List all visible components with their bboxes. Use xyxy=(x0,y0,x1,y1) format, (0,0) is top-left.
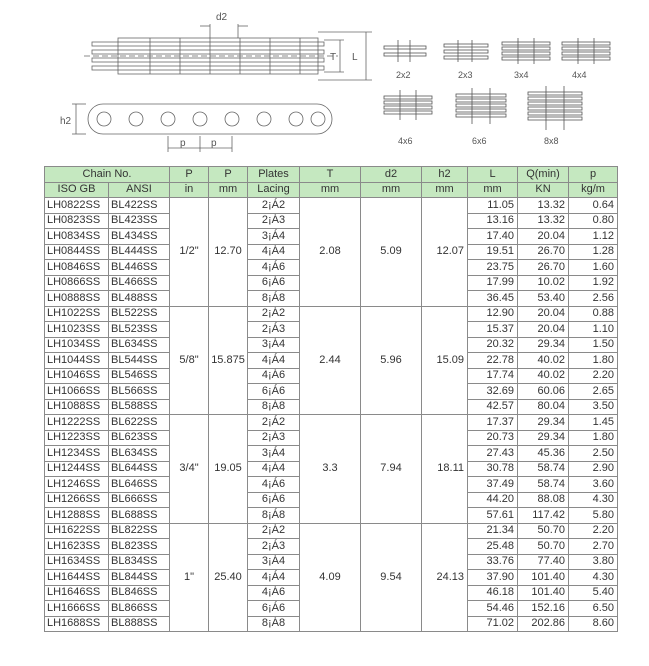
iso-gb-code: LH1634SS xyxy=(45,554,109,570)
t-value: 3.3 xyxy=(300,415,361,524)
q-min-value: 58.74 xyxy=(518,477,569,493)
weight-value: 5.80 xyxy=(569,508,618,524)
pitch-mm: 15.875 xyxy=(209,306,248,415)
table-row xyxy=(45,523,618,539)
ansi-code: BL646SS xyxy=(109,477,170,493)
ansi-code: BL846SS xyxy=(109,585,170,601)
chain-side-view xyxy=(72,104,332,152)
plates-lacing: 2¡Á2 xyxy=(248,198,300,214)
weight-value: 2.90 xyxy=(569,461,618,477)
plates-lacing: 3¡Á4 xyxy=(248,554,300,570)
l-value: 17.37 xyxy=(468,415,518,431)
q-min-value: 50.70 xyxy=(518,523,569,539)
l-value: 17.74 xyxy=(468,368,518,384)
ansi-code: BL544SS xyxy=(109,353,170,369)
q-min-value: 13.32 xyxy=(518,198,569,214)
iso-gb-code: LH1222SS xyxy=(45,415,109,431)
pitch-in: 3/4" xyxy=(170,415,209,524)
weight-value: 1.50 xyxy=(569,337,618,353)
l-value: 22.78 xyxy=(468,353,518,369)
ansi-code: BL588SS xyxy=(109,399,170,415)
plates-lacing: 4¡Á4 xyxy=(248,570,300,586)
h2-value: 24.13 xyxy=(422,523,468,632)
d2-value: 5.09 xyxy=(361,198,422,307)
l-value: 12.90 xyxy=(468,306,518,322)
table-row xyxy=(45,198,618,214)
plates-lacing: 3¡Á4 xyxy=(248,229,300,245)
weight-value: 1.80 xyxy=(569,430,618,446)
plates-lacing: 4¡Á6 xyxy=(248,260,300,276)
iso-gb-code: LH1266SS xyxy=(45,492,109,508)
pitch-in: 1/2" xyxy=(170,198,209,307)
lacing-label-2x3: 2x3 xyxy=(458,70,473,80)
d2-value: 5.96 xyxy=(361,306,422,415)
ansi-code: BL488SS xyxy=(109,291,170,307)
l-value: 27.43 xyxy=(468,446,518,462)
label-d2: d2 xyxy=(216,12,228,23)
l-value: 32.69 xyxy=(468,384,518,400)
ansi-code: BL822SS xyxy=(109,523,170,539)
header-unit-l: mm xyxy=(468,182,518,198)
plates-lacing: 4¡Á4 xyxy=(248,244,300,260)
iso-gb-code: LH1644SS xyxy=(45,570,109,586)
iso-gb-code: LH0844SS xyxy=(45,244,109,260)
header-iso-gb: ISO GB xyxy=(45,182,109,198)
table-row xyxy=(45,306,618,322)
weight-value: 0.64 xyxy=(569,198,618,214)
iso-gb-code: LH1666SS xyxy=(45,601,109,617)
label-L: L xyxy=(352,52,358,63)
weight-value: 0.80 xyxy=(569,213,618,229)
pitch-mm: 25.40 xyxy=(209,523,248,632)
lacing-8x8 xyxy=(528,86,582,130)
iso-gb-code: LH0822SS xyxy=(45,198,109,214)
l-value: 13.16 xyxy=(468,213,518,229)
ansi-code: BL623SS xyxy=(109,430,170,446)
d2-value: 7.94 xyxy=(361,415,422,524)
weight-value: 3.80 xyxy=(569,554,618,570)
q-min-value: 152.16 xyxy=(518,601,569,617)
table-row xyxy=(45,415,618,431)
lacing-4x6 xyxy=(384,90,432,120)
t-value: 4.09 xyxy=(300,523,361,632)
plates-lacing: 6¡Á6 xyxy=(248,492,300,508)
lacing-label-4x4: 4x4 xyxy=(572,70,587,80)
header-pitch-in: P xyxy=(170,167,209,183)
t-value: 2.44 xyxy=(300,306,361,415)
iso-gb-code: LH1223SS xyxy=(45,430,109,446)
header-l: L xyxy=(468,167,518,183)
header-lacing: Lacing xyxy=(248,182,300,198)
plates-lacing: 8¡Á8 xyxy=(248,399,300,415)
header-unit-t: mm xyxy=(300,182,361,198)
header-unit-in: in xyxy=(170,182,209,198)
ansi-code: BL434SS xyxy=(109,229,170,245)
weight-value: 1.28 xyxy=(569,244,618,260)
header-unit-kn: KN xyxy=(518,182,569,198)
lacing-6x6 xyxy=(456,88,506,124)
q-min-value: 26.70 xyxy=(518,244,569,260)
header-d2: d2 xyxy=(361,167,422,183)
ansi-code: BL866SS xyxy=(109,601,170,617)
plates-lacing: 8¡Á8 xyxy=(248,508,300,524)
q-min-value: 20.04 xyxy=(518,306,569,322)
plates-lacing: 2¡Á3 xyxy=(248,213,300,229)
ansi-code: BL422SS xyxy=(109,198,170,214)
lacing-3x4 xyxy=(502,38,550,64)
plates-lacing: 2¡Á2 xyxy=(248,306,300,322)
ansi-code: BL823SS xyxy=(109,539,170,555)
weight-value: 1.10 xyxy=(569,322,618,338)
l-value: 20.73 xyxy=(468,430,518,446)
iso-gb-code: LH0866SS xyxy=(45,275,109,291)
lacing-2x3 xyxy=(444,40,488,62)
ansi-code: BL546SS xyxy=(109,368,170,384)
ansi-code: BL523SS xyxy=(109,322,170,338)
ansi-code: BL834SS xyxy=(109,554,170,570)
ansi-code: BL644SS xyxy=(109,461,170,477)
ansi-code: BL688SS xyxy=(109,508,170,524)
l-value: 37.49 xyxy=(468,477,518,493)
q-min-value: 29.34 xyxy=(518,430,569,446)
plates-lacing: 3¡Á4 xyxy=(248,446,300,462)
header-unit-h2: mm xyxy=(422,182,468,198)
q-min-value: 80.04 xyxy=(518,399,569,415)
lacing-label-2x2: 2x2 xyxy=(396,70,411,80)
l-value: 17.40 xyxy=(468,229,518,245)
iso-gb-code: LH1688SS xyxy=(45,616,109,632)
l-value: 17.99 xyxy=(468,275,518,291)
l-value: 46.18 xyxy=(468,585,518,601)
iso-gb-code: LH1246SS xyxy=(45,477,109,493)
ansi-code: BL622SS xyxy=(109,415,170,431)
q-min-value: 50.70 xyxy=(518,539,569,555)
q-min-value: 45.36 xyxy=(518,446,569,462)
weight-value: 2.56 xyxy=(569,291,618,307)
t-value: 2.08 xyxy=(300,198,361,307)
chain-spec-table xyxy=(44,166,618,632)
ansi-code: BL634SS xyxy=(109,446,170,462)
q-min-value: 13.32 xyxy=(518,213,569,229)
ansi-code: BL888SS xyxy=(109,616,170,632)
l-value: 57.61 xyxy=(468,508,518,524)
header-chain-no: Chain No. xyxy=(45,167,170,183)
ansi-code: BL666SS xyxy=(109,492,170,508)
plates-lacing: 8¡Á8 xyxy=(248,291,300,307)
ansi-code: BL634SS xyxy=(109,337,170,353)
l-value: 21.34 xyxy=(468,523,518,539)
header-row-1 xyxy=(45,167,618,183)
plates-lacing: 4¡Á6 xyxy=(248,368,300,384)
iso-gb-code: LH1234SS xyxy=(45,446,109,462)
q-min-value: 101.40 xyxy=(518,570,569,586)
q-min-value: 77.40 xyxy=(518,554,569,570)
plates-lacing: 4¡Á6 xyxy=(248,477,300,493)
header-unit-kgm: kg/m xyxy=(569,182,618,198)
iso-gb-code: LH1646SS xyxy=(45,585,109,601)
ansi-code: BL566SS xyxy=(109,384,170,400)
header-row-2 xyxy=(45,182,618,198)
l-value: 54.46 xyxy=(468,601,518,617)
q-min-value: 53.40 xyxy=(518,291,569,307)
table-body xyxy=(45,198,618,632)
q-min-value: 40.02 xyxy=(518,353,569,369)
plates-lacing: 4¡Á6 xyxy=(248,585,300,601)
pitch-in: 1" xyxy=(170,523,209,632)
iso-gb-code: LH1066SS xyxy=(45,384,109,400)
pitch-mm: 19.05 xyxy=(209,415,248,524)
weight-value: 4.30 xyxy=(569,492,618,508)
weight-value: 8.60 xyxy=(569,616,618,632)
plates-lacing: 6¡Á6 xyxy=(248,601,300,617)
header-unit-d2: mm xyxy=(361,182,422,198)
weight-value: 1.80 xyxy=(569,353,618,369)
lacing-label-8x8: 8x8 xyxy=(544,136,559,146)
plates-lacing: 4¡Á4 xyxy=(248,461,300,477)
weight-value: 2.20 xyxy=(569,523,618,539)
plates-lacing: 2¡Á3 xyxy=(248,322,300,338)
iso-gb-code: LH1288SS xyxy=(45,508,109,524)
l-value: 37.90 xyxy=(468,570,518,586)
l-value: 36.45 xyxy=(468,291,518,307)
label-h2: h2 xyxy=(60,116,72,127)
ansi-code: BL444SS xyxy=(109,244,170,260)
l-value: 71.02 xyxy=(468,616,518,632)
ansi-code: BL423SS xyxy=(109,213,170,229)
ansi-code: BL466SS xyxy=(109,275,170,291)
iso-gb-code: LH1022SS xyxy=(45,306,109,322)
iso-gb-code: LH1622SS xyxy=(45,523,109,539)
chain-diagram xyxy=(0,0,649,162)
h2-value: 12.07 xyxy=(422,198,468,307)
weight-value: 3.60 xyxy=(569,477,618,493)
q-min-value: 29.34 xyxy=(518,337,569,353)
weight-value: 2.50 xyxy=(569,446,618,462)
iso-gb-code: LH0888SS xyxy=(45,291,109,307)
weight-value: 6.50 xyxy=(569,601,618,617)
iso-gb-code: LH1034SS xyxy=(45,337,109,353)
header-unit-mm: mm xyxy=(209,182,248,198)
l-value: 19.51 xyxy=(468,244,518,260)
header-t: T xyxy=(300,167,361,183)
l-value: 25.48 xyxy=(468,539,518,555)
weight-value: 0.88 xyxy=(569,306,618,322)
lacing-label-3x4: 3x4 xyxy=(514,70,529,80)
weight-value: 1.60 xyxy=(569,260,618,276)
weight-value: 1.92 xyxy=(569,275,618,291)
d2-value: 9.54 xyxy=(361,523,422,632)
weight-value: 3.50 xyxy=(569,399,618,415)
q-min-value: 20.04 xyxy=(518,322,569,338)
q-min-value: 58.74 xyxy=(518,461,569,477)
iso-gb-code: LH0834SS xyxy=(45,229,109,245)
plates-lacing: 3¡Á4 xyxy=(248,337,300,353)
header-weight: p xyxy=(569,167,618,183)
iso-gb-code: LH1044SS xyxy=(45,353,109,369)
l-value: 15.37 xyxy=(468,322,518,338)
plates-lacing: 4¡Á4 xyxy=(248,353,300,369)
weight-value: 1.45 xyxy=(569,415,618,431)
label-p-2: p xyxy=(211,138,217,149)
q-min-value: 29.34 xyxy=(518,415,569,431)
plates-lacing: 2¡Á3 xyxy=(248,430,300,446)
l-value: 23.75 xyxy=(468,260,518,276)
weight-value: 4.30 xyxy=(569,570,618,586)
iso-gb-code: LH1623SS xyxy=(45,539,109,555)
iso-gb-code: LH0846SS xyxy=(45,260,109,276)
plates-lacing: 8¡Á8 xyxy=(248,616,300,632)
ansi-code: BL446SS xyxy=(109,260,170,276)
plates-lacing: 6¡Á6 xyxy=(248,384,300,400)
lacing-2x2 xyxy=(384,40,426,62)
q-min-value: 10.02 xyxy=(518,275,569,291)
ansi-code: BL844SS xyxy=(109,570,170,586)
weight-value: 1.12 xyxy=(569,229,618,245)
q-min-value: 60.06 xyxy=(518,384,569,400)
header-plates: Plates xyxy=(248,167,300,183)
iso-gb-code: LH1023SS xyxy=(45,322,109,338)
header-ansi: ANSI xyxy=(109,182,170,198)
pitch-mm: 12.70 xyxy=(209,198,248,307)
weight-value: 2.70 xyxy=(569,539,618,555)
label-p-1: p xyxy=(180,138,186,149)
plates-lacing: 6¡Á6 xyxy=(248,275,300,291)
iso-gb-code: LH1088SS xyxy=(45,399,109,415)
iso-gb-code: LH1244SS xyxy=(45,461,109,477)
q-min-value: 88.08 xyxy=(518,492,569,508)
l-value: 11.05 xyxy=(468,198,518,214)
l-value: 20.32 xyxy=(468,337,518,353)
l-value: 30.78 xyxy=(468,461,518,477)
q-min-value: 101.40 xyxy=(518,585,569,601)
q-min-value: 26.70 xyxy=(518,260,569,276)
plates-lacing: 2¡Á2 xyxy=(248,415,300,431)
plates-lacing: 2¡Á2 xyxy=(248,523,300,539)
q-min-value: 202.86 xyxy=(518,616,569,632)
h2-value: 18.11 xyxy=(422,415,468,524)
l-value: 44.20 xyxy=(468,492,518,508)
l-value: 42.57 xyxy=(468,399,518,415)
l-value: 33.76 xyxy=(468,554,518,570)
chain-top-view xyxy=(84,24,372,80)
ansi-code: BL522SS xyxy=(109,306,170,322)
plates-lacing: 2¡Á3 xyxy=(248,539,300,555)
header-pitch-mm: P xyxy=(209,167,248,183)
h2-value: 15.09 xyxy=(422,306,468,415)
label-T: T xyxy=(330,52,337,63)
header-h2: h2 xyxy=(422,167,468,183)
lacing-label-4x6: 4x6 xyxy=(398,136,413,146)
q-min-value: 117.42 xyxy=(518,508,569,524)
q-min-value: 20.04 xyxy=(518,229,569,245)
pitch-in: 5/8" xyxy=(170,306,209,415)
weight-value: 5.40 xyxy=(569,585,618,601)
q-min-value: 40.02 xyxy=(518,368,569,384)
iso-gb-code: LH0823SS xyxy=(45,213,109,229)
weight-value: 2.20 xyxy=(569,368,618,384)
lacing-label-6x6: 6x6 xyxy=(472,136,487,146)
header-q-min: Q(min) xyxy=(518,167,569,183)
iso-gb-code: LH1046SS xyxy=(45,368,109,384)
lacing-4x4 xyxy=(562,38,610,64)
weight-value: 2.65 xyxy=(569,384,618,400)
